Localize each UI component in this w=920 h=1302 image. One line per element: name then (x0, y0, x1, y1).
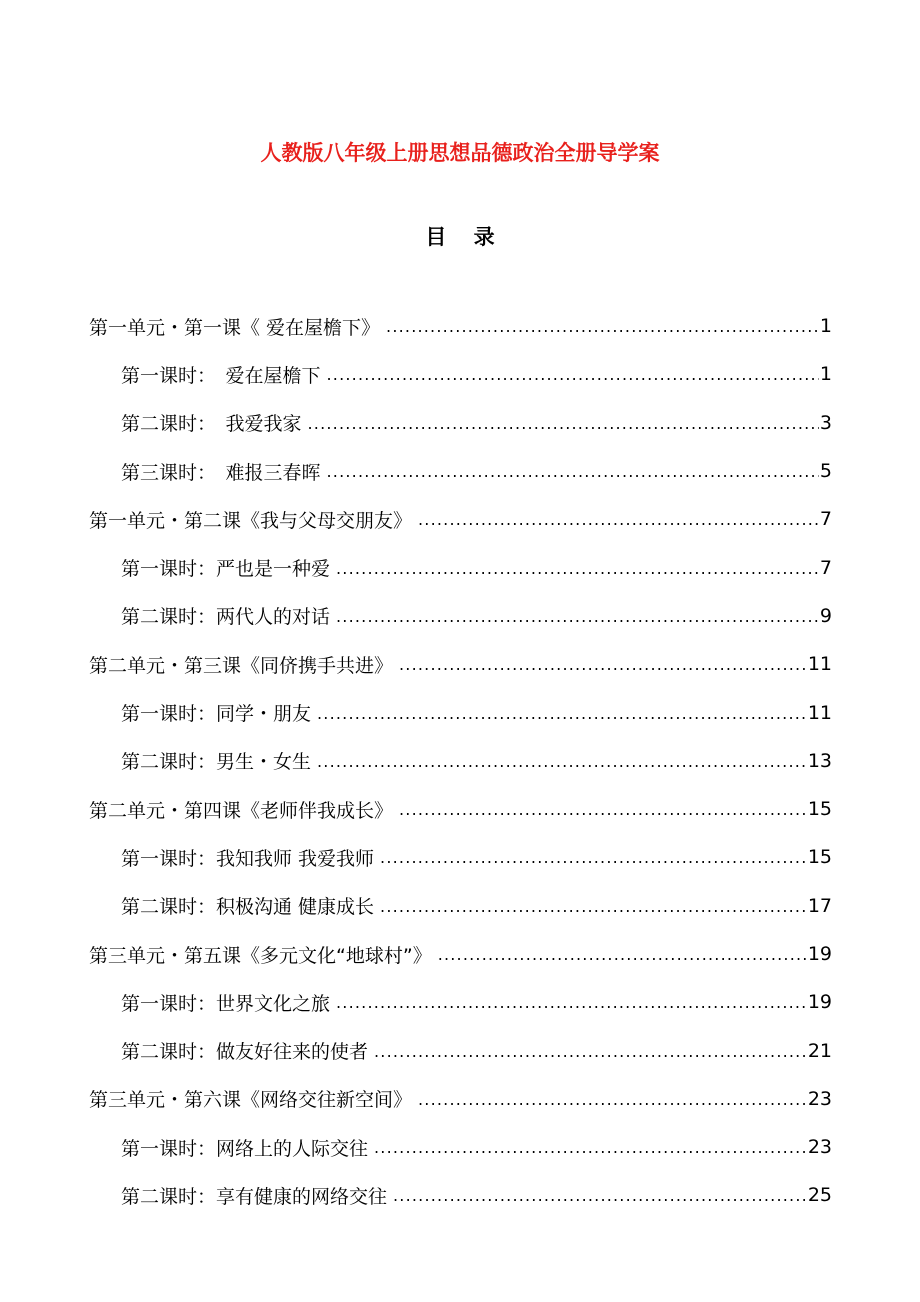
toc-entry-title: 第二课时：两代人的对话 (121, 606, 331, 629)
toc-entry-period[interactable] (0, 447, 920, 495)
toc-page-number: 17 (807, 894, 832, 917)
toc-dot-leader (327, 460, 819, 482)
toc-dot-leader (336, 557, 819, 579)
toc-entry-lesson[interactable] (0, 1075, 920, 1123)
toc-entry-lesson[interactable] (0, 785, 920, 833)
toc-dot-leader (418, 1088, 807, 1110)
toc-dot-leader (380, 846, 807, 868)
toc-dot-leader (399, 798, 807, 820)
toc-page-number: 3 (819, 411, 832, 434)
toc-entry-title: 第三课时： 难报三春晖 (121, 461, 321, 484)
toc-page-number: 1 (819, 315, 832, 338)
toc-page-number: 13 (807, 749, 832, 772)
toc-page-number: 15 (807, 846, 832, 869)
toc-page-number: 15 (807, 798, 832, 821)
toc-entry-period[interactable] (0, 543, 920, 591)
toc-page-number: 7 (819, 556, 832, 579)
toc-entry-period[interactable] (0, 592, 920, 640)
toc-entry-period[interactable] (0, 1171, 920, 1219)
toc-entry-period[interactable] (0, 1026, 920, 1074)
toc-page-number: 7 (819, 508, 832, 531)
toc-entry-period[interactable] (0, 737, 920, 785)
toc-page-number: 19 (807, 991, 832, 1014)
toc-entry-title: 第一课时：网络上的人际交往 (121, 1137, 369, 1160)
toc-entry-period[interactable] (0, 688, 920, 736)
toc-entry-title: 第二课时：积极沟通 健康成长 (121, 896, 375, 919)
toc-dot-leader (317, 702, 807, 724)
toc-dot-leader (336, 605, 819, 627)
document-title: 人教版八年级上册思想品德政治全册导学案 (260, 141, 660, 165)
toc-page-number: 5 (819, 460, 832, 483)
toc-dot-leader (380, 895, 807, 917)
toc-dot-leader (438, 943, 807, 965)
toc-entry-title: 第二课时： 我爱我家 (121, 413, 302, 436)
toc-entry-title: 第二课时：男生・女生 (121, 751, 312, 774)
toc-dot-leader (317, 750, 807, 772)
toc-dot-leader (308, 412, 819, 434)
toc-entry-period[interactable] (0, 882, 920, 930)
toc-entry-title: 第二单元・第三课《同侪携手共进》 (89, 654, 394, 677)
toc-page-number: 11 (807, 701, 832, 724)
toc-entry-period[interactable] (0, 1123, 920, 1171)
toc-page-number: 21 (807, 1039, 832, 1062)
toc-entry-title: 第二单元・第四课《老师伴我成长》 (89, 799, 394, 822)
toc-page-number: 23 (807, 1087, 832, 1110)
toc-entry-title: 第三单元・第六课《网络交往新空间》 (89, 1089, 413, 1112)
toc-entry-lesson[interactable] (0, 495, 920, 543)
toc-dot-leader (393, 1184, 807, 1206)
toc-entry-lesson[interactable] (0, 930, 920, 978)
toc-entry-lesson[interactable] (0, 302, 920, 350)
toc-page-number: 9 (819, 604, 832, 627)
toc-page-number: 11 (807, 653, 832, 676)
toc-entry-title: 第一单元・第二课《我与父母交朋友》 (89, 509, 413, 532)
toc-entry-title: 第一课时：严也是一种爱 (121, 558, 331, 581)
toc-entry-title: 第一单元・第一课《 爱在屋檐下》 (89, 316, 381, 339)
toc-entry-title: 第一课时： 爱在屋檐下 (121, 364, 321, 387)
toc-dot-leader (399, 653, 807, 675)
toc-entry-title: 第二课时：做友好往来的使者 (121, 1041, 369, 1064)
toc-page-number: 19 (807, 943, 832, 965)
table-of-contents (0, 302, 920, 1220)
toc-entry-period[interactable] (0, 978, 920, 1026)
toc-dot-leader (327, 363, 819, 385)
toc-page-number: 25 (807, 1184, 832, 1207)
toc-entry-title: 第一课时：世界文化之旅 (121, 992, 331, 1015)
toc-entry-title: 第一课时：同学・朋友 (121, 703, 312, 726)
toc-page-number: 1 (819, 363, 832, 386)
toc-entry-lesson[interactable] (0, 640, 920, 688)
toc-dot-leader (418, 508, 819, 530)
toc-heading: 目 录 (425, 225, 505, 249)
toc-entry-title: 第二课时：享有健康的网络交往 (121, 1185, 388, 1208)
toc-page-number: 23 (807, 1136, 832, 1159)
toc-entry-title: 第一课时：我知我师 我爱我师 (121, 847, 375, 870)
toc-dot-leader (336, 991, 807, 1013)
toc-entry-title: 第三单元・第五课《多元文化“地球村”》 (89, 944, 432, 967)
toc-entry-period[interactable] (0, 399, 920, 447)
toc-dot-leader (374, 1040, 807, 1062)
toc-entry-period[interactable] (0, 350, 920, 398)
toc-dot-leader (386, 315, 819, 337)
toc-dot-leader (374, 1136, 807, 1158)
toc-entry-period[interactable] (0, 833, 920, 881)
